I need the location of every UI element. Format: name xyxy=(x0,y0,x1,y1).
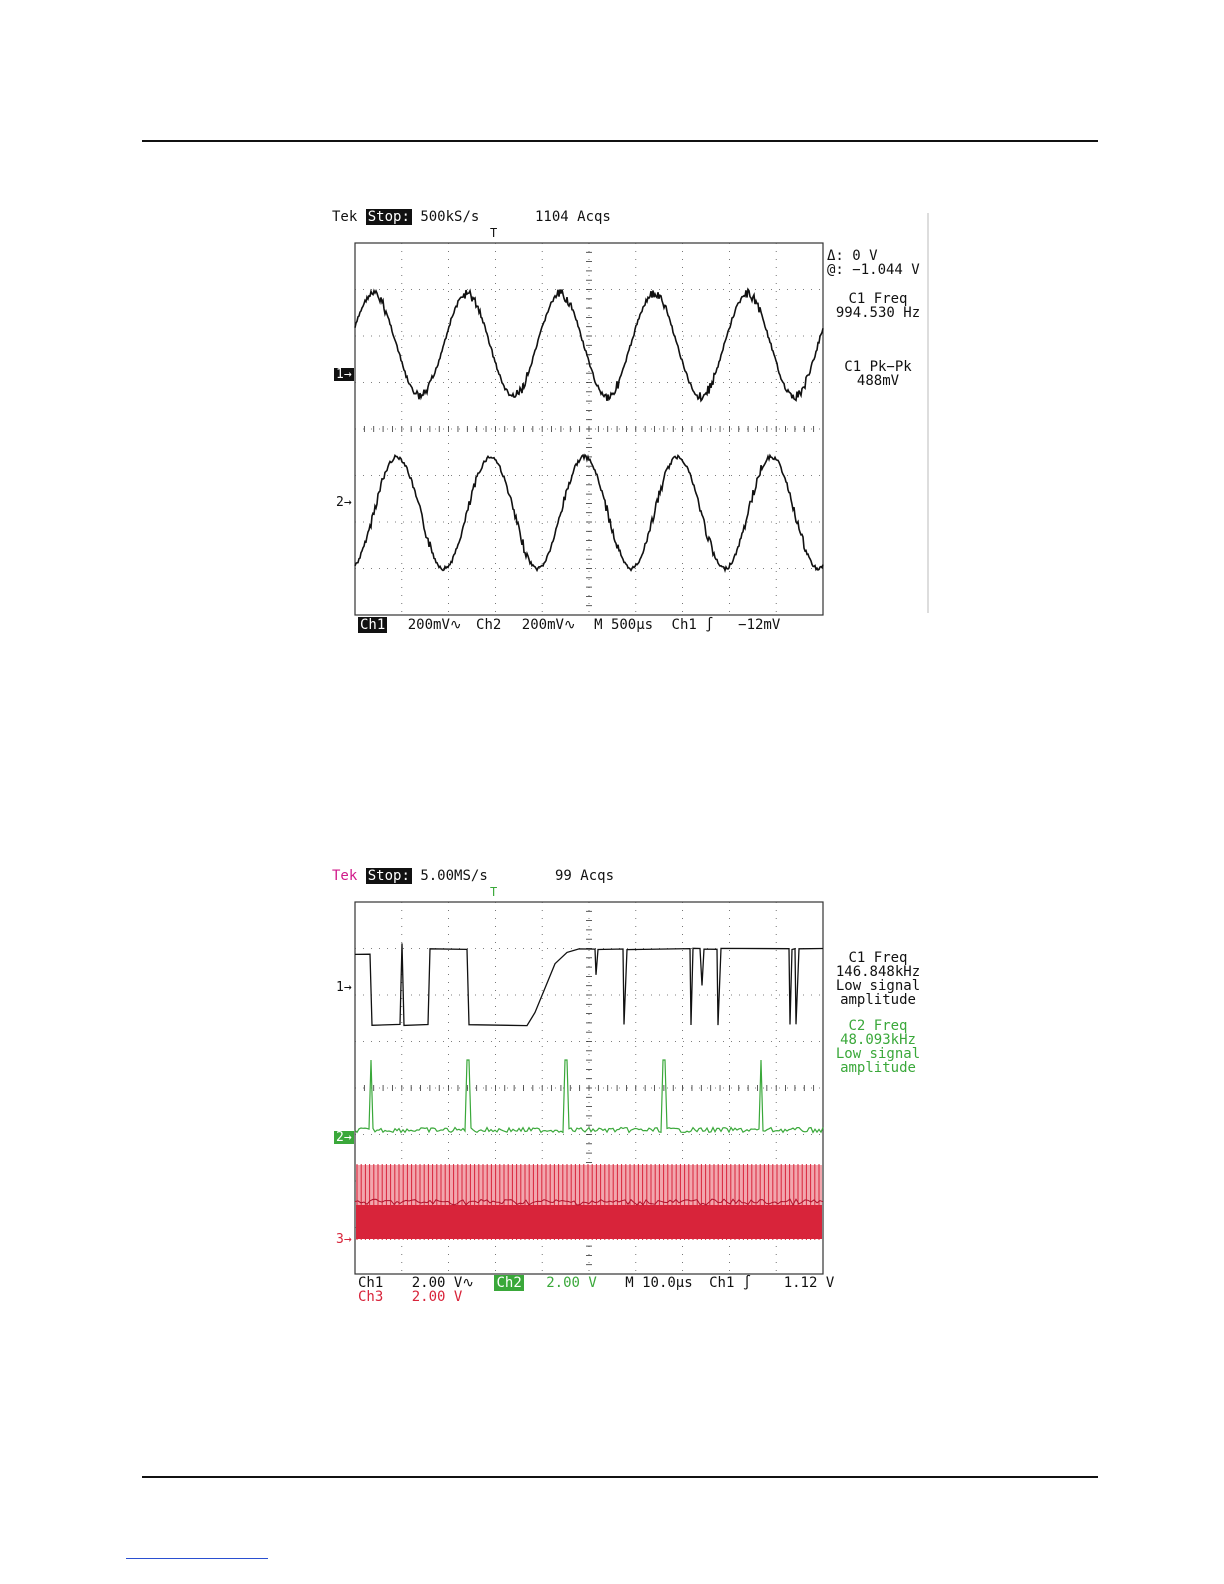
meas2-label: C2 Freq xyxy=(848,1018,908,1034)
brand-label: Tek xyxy=(332,868,358,884)
ch2-ground-marker: 2→ xyxy=(336,495,352,510)
sample-rate: 5.00MS/s xyxy=(420,868,488,884)
trigger-level: 1.12 V xyxy=(783,1275,835,1291)
status-badge: Stop: xyxy=(367,209,410,225)
ch2-label: Ch2 xyxy=(496,1275,522,1291)
ch1-ground-marker: 1→ xyxy=(336,980,352,995)
ch1-ground-marker: 1→ xyxy=(336,367,352,382)
sample-rate: 500kS/s xyxy=(420,209,480,225)
ch1-scale: 2.00 V∿ xyxy=(411,1275,475,1291)
oscilloscope-capture-1 xyxy=(330,205,935,645)
header-rule xyxy=(142,140,1098,142)
meas1-note: Low signal xyxy=(835,978,921,994)
trigger-position-marker: T xyxy=(490,226,498,240)
scope1-footer xyxy=(358,618,780,632)
meas2-note: amplitude xyxy=(840,1060,916,1076)
brand-label: Tek xyxy=(332,209,358,225)
oscilloscope-capture-2 xyxy=(330,864,935,1304)
ch3-ground-marker: 3→ xyxy=(336,1232,352,1247)
trigger-level: −12mV xyxy=(738,617,781,633)
scope2-footer-row1 xyxy=(358,1276,834,1290)
timebase: M 500µs xyxy=(594,617,654,633)
ch2-label: Ch2 xyxy=(476,617,502,633)
footer-rule xyxy=(142,1476,1098,1478)
meas2 xyxy=(823,360,933,388)
ch2-ground-marker: 2→ xyxy=(336,1130,352,1145)
ch1-scale: 200mV∿ xyxy=(407,617,462,633)
at-readout: @: −1.044 V xyxy=(827,262,920,278)
meas1-note: amplitude xyxy=(840,992,916,1008)
meas1 xyxy=(823,292,933,320)
meas1-label: C1 Freq xyxy=(848,950,908,966)
meas1-value: 146.848kHz xyxy=(835,964,921,980)
status-badge: Stop: xyxy=(367,868,410,884)
meas1-value: 994.530 Hz xyxy=(835,305,921,321)
footer-link-underline[interactable] xyxy=(126,1558,268,1559)
scope2-footer-row2 xyxy=(358,1290,462,1304)
acquisition-count: 1104 Acqs xyxy=(535,209,611,225)
timebase: M 10.0µs xyxy=(625,1275,693,1291)
ch3-scale: 2.00 V xyxy=(411,1289,463,1305)
delta-readout: Δ: 0 V xyxy=(827,248,878,264)
meas1-label: C1 Freq xyxy=(848,291,908,307)
trigger-source: Ch1 ∫ xyxy=(709,1275,752,1291)
acquisition-count: 99 Acqs xyxy=(555,868,615,884)
meas2 xyxy=(823,1019,933,1075)
ch3-label: Ch3 xyxy=(358,1289,384,1305)
ch2-scale: 2.00 V xyxy=(546,1275,597,1291)
meas1 xyxy=(823,951,933,1007)
meas2-label: C1 Pk−Pk xyxy=(844,359,912,375)
meas2-value: 488mV xyxy=(856,373,900,389)
scope2-display xyxy=(330,864,935,1304)
meas2-value: 48.093kHz xyxy=(840,1032,916,1048)
ch2-scale: 200mV∿ xyxy=(521,617,576,633)
trigger-source: Ch1 ∫ xyxy=(671,617,714,633)
trigger-position-marker: T xyxy=(490,885,498,899)
scope2-ch3-trace xyxy=(355,1164,823,1240)
ch1-label: Ch1 xyxy=(360,617,386,633)
meas2-note: Low signal xyxy=(835,1046,921,1062)
ch1-label: Ch1 xyxy=(358,1275,384,1291)
